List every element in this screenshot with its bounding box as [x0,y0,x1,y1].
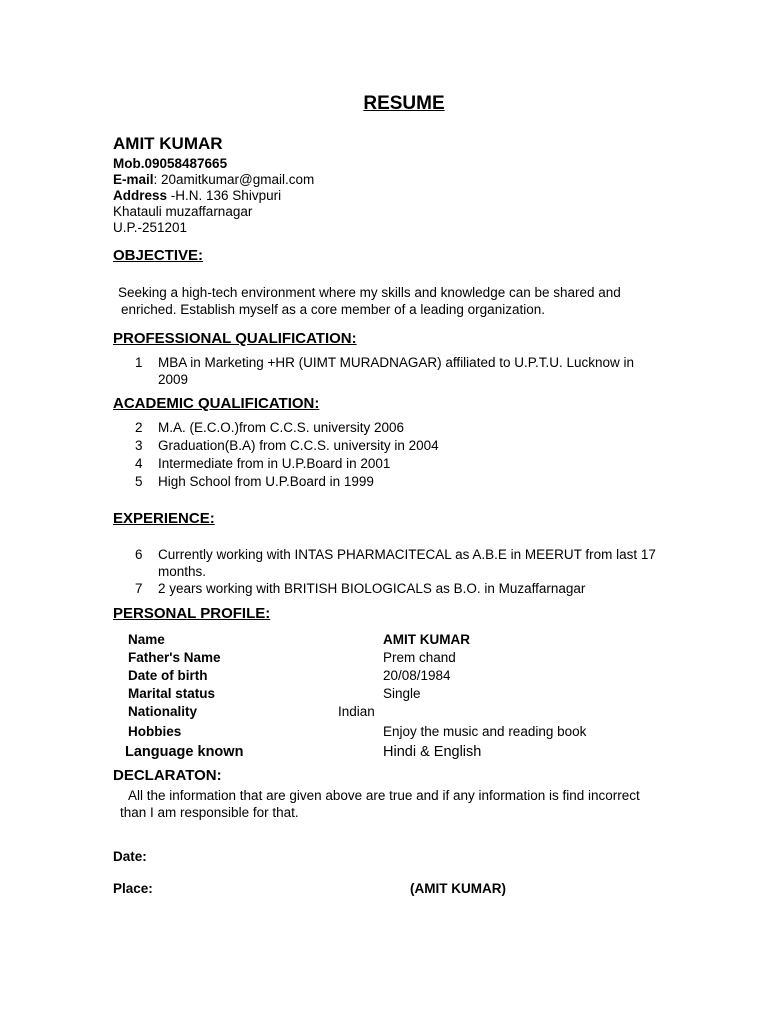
profile-label: Language known [125,744,244,760]
address-line-2: Khatauli muzaffarnagar [113,204,253,219]
academic-heading: ACADEMIC QUALIFICATION: [113,395,320,412]
profile-label: Father's Name [128,650,221,665]
declaration-heading: DECLARATON: [113,767,222,784]
profile-value: Single [383,686,421,701]
profile-value: Prem chand [383,650,456,665]
signature-name: (AMIT KUMAR) [410,881,506,896]
profile-value: AMIT KUMAR [383,632,470,647]
declaration-text-line-2: than I am responsible for that. [120,805,299,820]
list-number: 2 [135,420,143,435]
place-label: Place: [113,881,153,896]
objective-text-line-1: Seeking a high-tech environment where my skills and knowledge can be shared and [118,285,621,300]
resume-title: RESUME [363,93,445,114]
objective-text-line-2: enriched. Establish myself as a core member of a leading organization. [121,302,545,317]
profile-value: Hindi & English [383,744,482,760]
profile-label: Nationality [128,704,198,719]
list-number: 1 [135,355,143,370]
profile-label: Name [128,632,165,647]
experience-heading: EXPERIENCE: [113,510,215,527]
profile-label: Hobbies [128,724,182,739]
address-value: -H.N. 136 Shivpuri [167,188,282,203]
list-item: High School from U.P.Board in 1999 [158,474,374,489]
address-line [113,188,281,203]
list-number: 5 [135,474,143,489]
objective-heading: OBJECTIVE: [113,247,204,264]
address-line-3: U.P.-251201 [113,220,188,235]
email-value: : 20amitkumar@gmail.com [153,172,315,187]
list-number: 4 [135,456,143,471]
list-item: Graduation(B.A) from C.C.S. university in 2004 [158,438,439,453]
list-item: MBA in Marketing +HR (UIMT MURADNAGAR) affiliated to U.P.T.U. Lucknow in 2009 [158,355,635,387]
declaration-text-line-1: All the information that are given above are true and if any information is find incorrect [128,788,640,803]
profile-label: Marital status [128,686,216,701]
list-item: Currently working with INTAS PHARMACITECAL as A.B.E in MEERUT from last 17 months. [158,547,656,579]
personal-heading: PERSONAL PROFILE: [113,605,271,622]
list-item: M.A. (E.C.O.)from C.C.S. university 2006 [158,420,405,435]
email-line [113,172,314,187]
list-number: 7 [135,581,143,596]
address-label: Address [113,188,168,203]
profile-value: 20/08/1984 [383,668,451,683]
email-label: E-mail [113,172,154,187]
professional-heading: PROFESSIONAL QUALIFICATION: [113,330,357,347]
candidate-name: AMIT KUMAR [113,134,223,153]
list-number: 3 [135,438,143,453]
list-item: Intermediate from in U.P.Board in 2001 [158,456,391,471]
profile-label: Date of birth [128,668,208,683]
date-label: Date: [113,849,147,864]
profile-value: Indian [338,704,375,719]
list-item: 2 years working with BRITISH BIOLOGICALS as B.O. in Muzaffarnagar [158,581,586,596]
profile-value: Enjoy the music and reading book [383,724,587,739]
mobile-number: Mob.09058487665 [113,156,228,171]
list-number: 6 [135,547,143,562]
